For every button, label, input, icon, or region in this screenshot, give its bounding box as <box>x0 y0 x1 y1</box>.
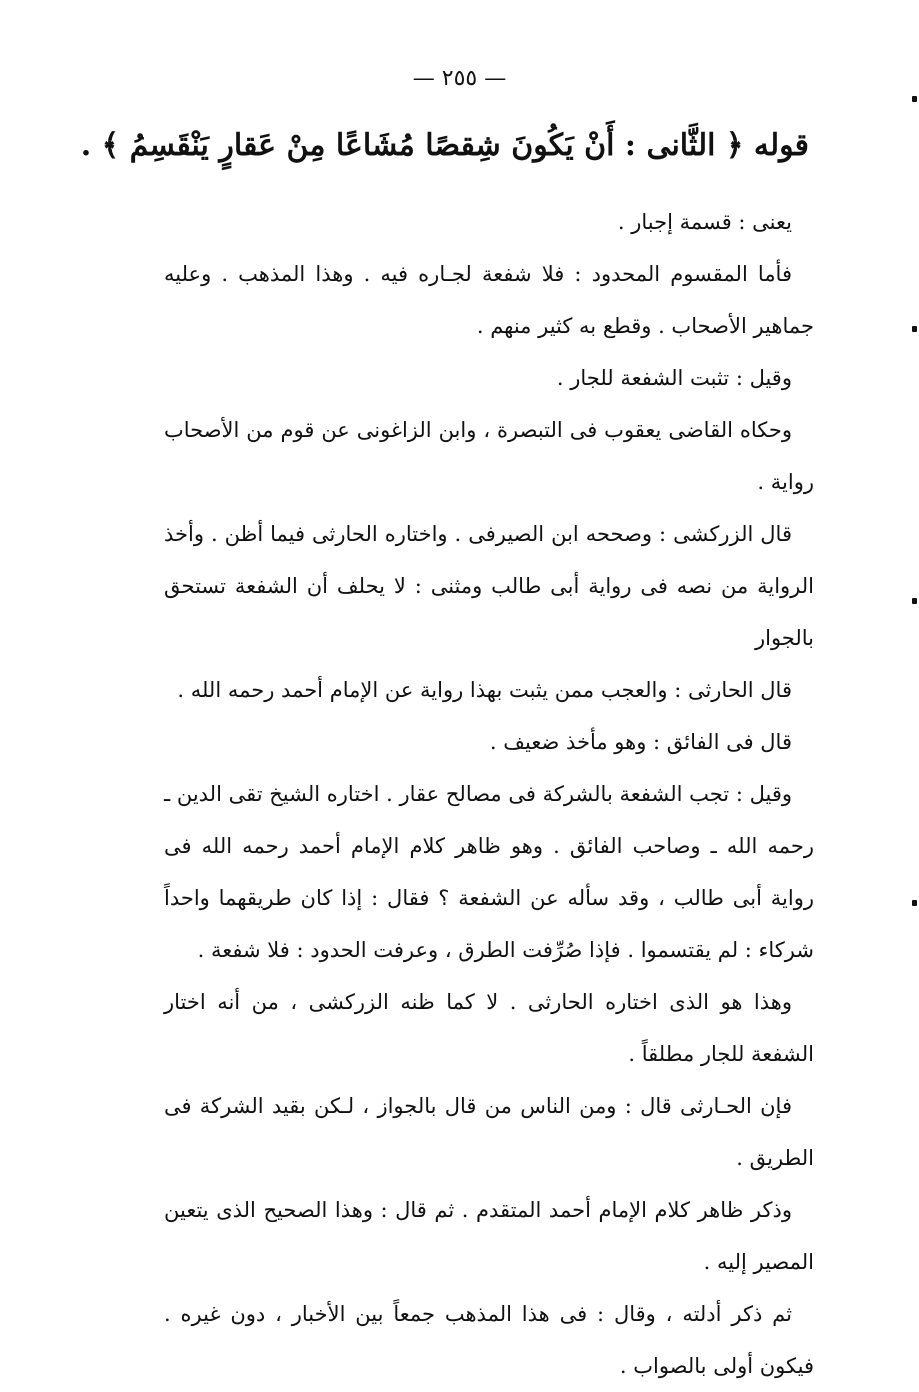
body-text <box>164 196 814 1392</box>
margin-mark <box>912 598 917 604</box>
paragraph: فأما المقسوم المحدود : فلا شفعة لجـاره فيه . وهذا المذهب . وعليه جماهير الأصحاب . وقطع به كثير منهم . <box>164 262 814 338</box>
margin-mark <box>912 96 917 102</box>
paragraph: وهذا هو الذى اختاره الحارثى . لا كما ظنه الزركشى ، من أنه اختار الشفعة للجار مطلقاً . <box>164 990 814 1066</box>
page-number: — ٢٥٥ — <box>412 66 507 91</box>
paragraph: ثم ذكر أدلته ، وقال : فى هذا المذهب جمعاً بين الأخبار ، دون غيره . فيكون أولى بالصواب . <box>164 1302 814 1378</box>
paragraph: يعنى : قسمة إجبار . <box>617 210 792 234</box>
paragraph: فإن الحـارثى قال : ومن الناس من قال بالجواز ، لـكن بقيد الشركة فى الطريق . <box>164 1094 814 1170</box>
paragraph: قال فى الفائق : وهو مأخذ ضعيف . <box>489 730 792 754</box>
paragraph: وقيل : تجب الشفعة بالشركة فى مصالح عقار . اختاره الشيخ تقى الدين ـ رحمه الله ـ وصاحب الفائق . وهو ظاهر كلام الإمام أحمد رحمه الله فى رواية أبى طالب ، وقد سأله عن الشفعة ؟ فقال : إذا كان طريقهما واحداً شركاء : لم يقتسموا . فإذا صُرِّفت الطرق ، وعرفت الحدود : فلا شفعة . <box>164 782 814 962</box>
margin-mark <box>912 900 917 906</box>
paragraph: قال الحارثى : والعجب ممن يثبت بهذا رواية عن الإمام أحمد رحمه الله . <box>177 678 792 702</box>
paragraph: وقيل : تثبت الشفعة للجار . <box>556 366 792 390</box>
paragraph: قال الزركشى : وصححه ابن الصيرفى . واختاره الحارثى فيما أظن . وأخذ الرواية من نصه فى رواية أبى طالب ومثنى : لا يحلف أن الشفعة تستحق بالجوار <box>164 522 814 650</box>
paragraph: وحكاه القاضى يعقوب فى التبصرة ، وابن الزاغونى عن قوم من الأصحاب رواية . <box>164 418 814 494</box>
section-heading: قوله ﴿ الثَّانى : أَنْ يَكُونَ شِقصًا مُشَاعًا مِنْ عَقارٍ يَنْقَسِمُ ﴾ . <box>80 128 809 163</box>
paragraph: وذكر ظاهر كلام الإمام أحمد المتقدم . ثم قال : وهذا الصحيح الذى يتعين المصير إليه . <box>164 1198 814 1274</box>
margin-mark <box>912 326 917 332</box>
